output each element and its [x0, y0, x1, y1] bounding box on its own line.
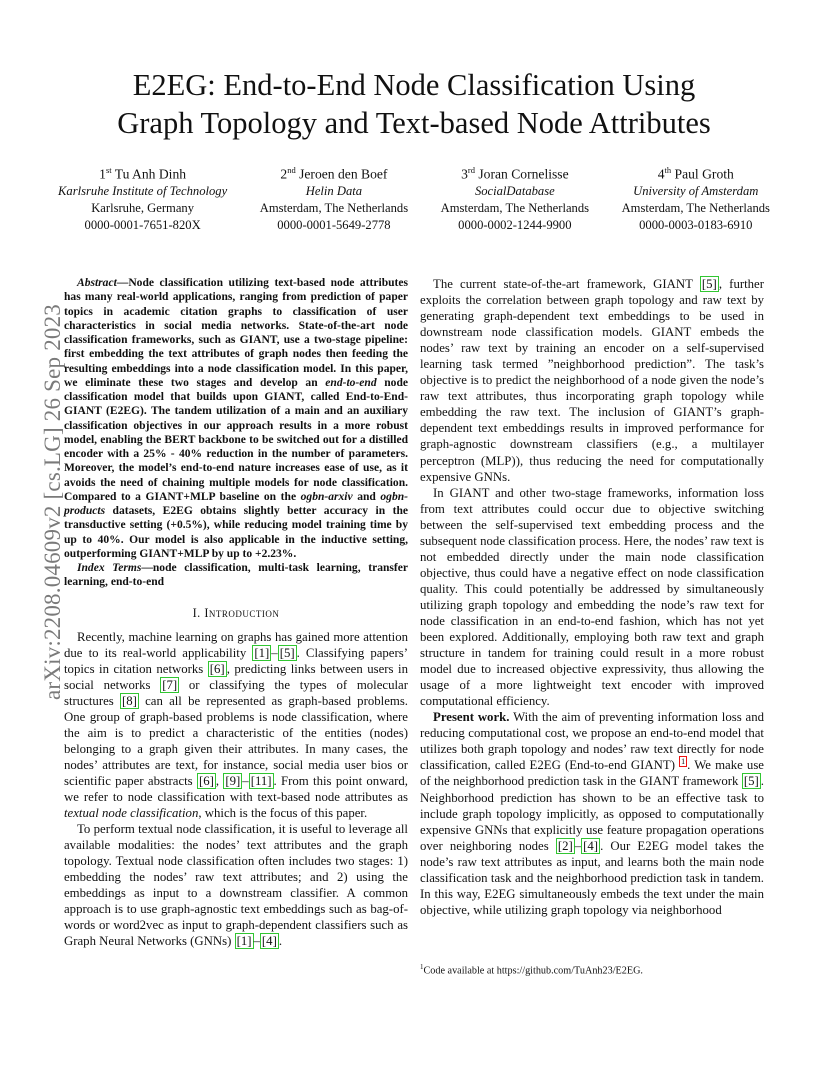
citation-link[interactable]: [11]	[250, 773, 272, 788]
citation-link[interactable]: [1]	[254, 645, 270, 660]
citation-link[interactable]: [5]	[701, 277, 717, 291]
title-line-2: Graph Topology and Text-based Node Attributes	[117, 106, 711, 140]
citation-link[interactable]: [6]	[198, 773, 214, 788]
author-1	[58, 162, 227, 234]
author-affiliation: SocialDatabase	[474, 183, 555, 198]
abstract-label: Abstract	[77, 277, 117, 289]
citation-link[interactable]: [5]	[279, 645, 295, 660]
citation-link[interactable]: [4]	[583, 838, 599, 853]
citation-link[interactable]: [6]	[209, 661, 225, 676]
author-name: 2nd Jeroen den Boef	[280, 165, 388, 182]
author-2	[260, 162, 408, 234]
citation-link[interactable]: [5]	[743, 774, 759, 789]
author-orcid: 0000-0001-5649-2778	[277, 217, 391, 232]
author-4	[622, 162, 770, 234]
body-paragraph-giant: The current state-of-the-art framework, GIANT [5] , further exploits the correlation between graph topology and raw text by generating graph-dependent text embeddings to be used in downstream node classification models. GIANT embeds the nodes’ raw text by training an encoder on a self-supervised learning task termed ”neighborhood prediction”. The task’s objective is to predict the neighborhood of a node given the node’s raw text attributes, thus incorporating graph topology while embedding the raw text. The inclusion of GIANT’s graph-dependent text embeddings results in improved performance for graph-agnostic downstream classifiers (e.g., a multilayer perceptron (MLP)), thus reducing the need for computationally expensive GNNs.	[420, 277, 764, 484]
intro-paragraph-1: Recently, machine learning on graphs has gained more attention due to its real-world applicability [1] – [5] . Classifying papers’ topics in citation networks [6] , predicting links between users in social networks [7] or classifying the types of molecular structures [8] can all be represented as graph-based problems. One group of graph-based problems is node classification, where the aim is to predict a characteristic of the entities (nodes) belonging to a graph given their attributes. In many cases, the nodes’ attributes are text, for instance, social media user bios or scientific paper abstracts [6] , [9] – [11] . From this point onward, we refer to node classification with text-based node attributes as textual node classification, which is the focus of this paper.	[64, 629, 409, 821]
citation-link[interactable]: [7]	[162, 677, 178, 692]
intro-paragraph-2: To perform textual node classification, it is useful to leverage all available modalities: the nodes’ text attributes and the graph topology. Textual node classification often includes two stages: 1) embedding the nodes’ raw text attributes; and 2) using the embeddings as input to a downstream classifier. A common approach is to use graph-agnostic text embeddings such as bag-of-words or word2vec as input to graph-dependent classifiers such as Graph Neural Networks (GNNs) [1] – [4] .	[64, 822, 408, 949]
author-orcid: 0000-0001-7651-820X	[84, 217, 201, 232]
body-paragraph-present-work: Present work. With the aim of preventing information loss and reducing computational cost, we propose an end-to-end model that utilizes both graph topology and nodes’ raw text directly for node classification, called E2EG (End-to-end GIANT) $^1$ . We make use of the neighborhood prediction task in the GIANT framework [5] . Neighborhood prediction has shown to be an effective task to include graph topology implicitly, as opposed to computationally expensive GNNs that explicitly use feature propagation operations over neighboring nodes [2] – [4] . Our E2EG model takes the node’s raw text attributes as input, and learns both the main node classification task and the neighborhood prediction task in tandem. In this way, E2EG simultaneously embeds the text under the main objective, while utilizing graph topology via neighborhood	[420, 710, 765, 917]
left-column	[64, 276, 408, 949]
title-line-1: E2EG: End-to-End Node Classification Using	[132, 68, 696, 102]
footnote: $^1$Code available at https://github.com/TuAnh23/E2EG.	[420, 963, 643, 977]
author-orcid: 0000-0002-1244-9900	[458, 217, 572, 232]
citation-link[interactable]: [9]	[225, 773, 241, 788]
author-name: 1st Tu Anh Dinh	[99, 165, 187, 182]
present-work-label: Present work.	[433, 710, 510, 725]
section-heading-introduction: I. Introduction	[192, 605, 280, 620]
citation-link[interactable]: [4]	[261, 934, 277, 949]
index-terms-label: Index Terms	[77, 562, 142, 574]
author-affiliation: University of Amsterdam	[633, 183, 759, 198]
author-name: 4th Paul Groth	[657, 165, 734, 182]
author-location: Amsterdam, The Netherlands	[621, 200, 770, 215]
author-name: 3rd Joran Cornelisse	[461, 165, 569, 182]
author-block	[58, 162, 770, 234]
body-paragraph-two-stage: In GIANT and other two-stage frameworks, information loss from text attributes could occur due to objective switching between the self-supervised text embedding process and the subsequent node classification process. Here, the nodes’ raw text is not embedded directly under the main node classification objective, thus could have a negative effect on node classification quality. This could potentially be addressed by simultaneously utilizing graph topology and embedding the node’s raw text for node classification in an end-to-end fashion, which has not yet been explored. Additionally, employing both raw text and graph structure in tandem for training could result in a more robust model due to increased objective expressivity, thus allowing the usage of a more lightweight text encoder with improved computational efficiency.	[420, 485, 764, 709]
author-3	[441, 162, 589, 234]
author-affiliation: Helin Data	[305, 183, 363, 198]
citation-link[interactable]: [1]	[236, 934, 252, 949]
paper-title	[60, 66, 768, 142]
abstract: Abstract—Node classification utilizing text-based node attributes has many real-world applications, ranging from prediction of paper topics in academic citation graphs to classification of user characteristics in social media networks. State-of-the-art node classification frameworks, such as GIANT, use a two-stage pipeline: first embedding the text attributes of graph nodes then feeding the resulting embeddings into a node classification model. In this paper, we eliminate these two stages and develop an end-to-end node classification model that builds upon GIANT, called End-to-End-GIANT (E2EG). The tandem utilization of a main and an auxiliary classification objectives in our approach results in a more robust model, enabling the BERT backbone to be switched out for a distilled encoder with a 25% - 40% reduction in the number of parameters. Moreover, the model’s end-to-end nature increases ease of use, as it avoids the need of chaining multiple models for node classification. Compared to a GIANT+MLP baseline on the ogbn-arxiv and ogbn-products datasets, E2EG obtains slightly better accuracy in the transductive setting (+0.5%), while reducing model training time by up to 40%. Our model is also applicable in the inductive setting, outperforming GIANT+MLP by up to +2.23%.	[64, 277, 408, 560]
footnote-link[interactable]: 1	[681, 757, 686, 767]
index-terms: Index Terms—node classification, multi-task learning, transfer learning, end-to-end	[64, 562, 408, 589]
author-affiliation: Karlsruhe Institute of Technology	[58, 183, 228, 198]
author-orcid: 0000-0003-0183-6910	[639, 217, 753, 232]
citation-link[interactable]: [2]	[557, 838, 573, 853]
right-column	[420, 276, 764, 918]
citation-link[interactable]: [8]	[121, 693, 137, 708]
arxiv-identifier: arXiv:2208.04609v2 [cs.LG] 26 Sep 2023	[40, 304, 65, 700]
author-location: Amsterdam, The Netherlands	[259, 200, 409, 215]
author-location: Amsterdam, The Netherlands	[440, 200, 590, 215]
author-location: Karlsruhe, Germany	[91, 200, 194, 215]
